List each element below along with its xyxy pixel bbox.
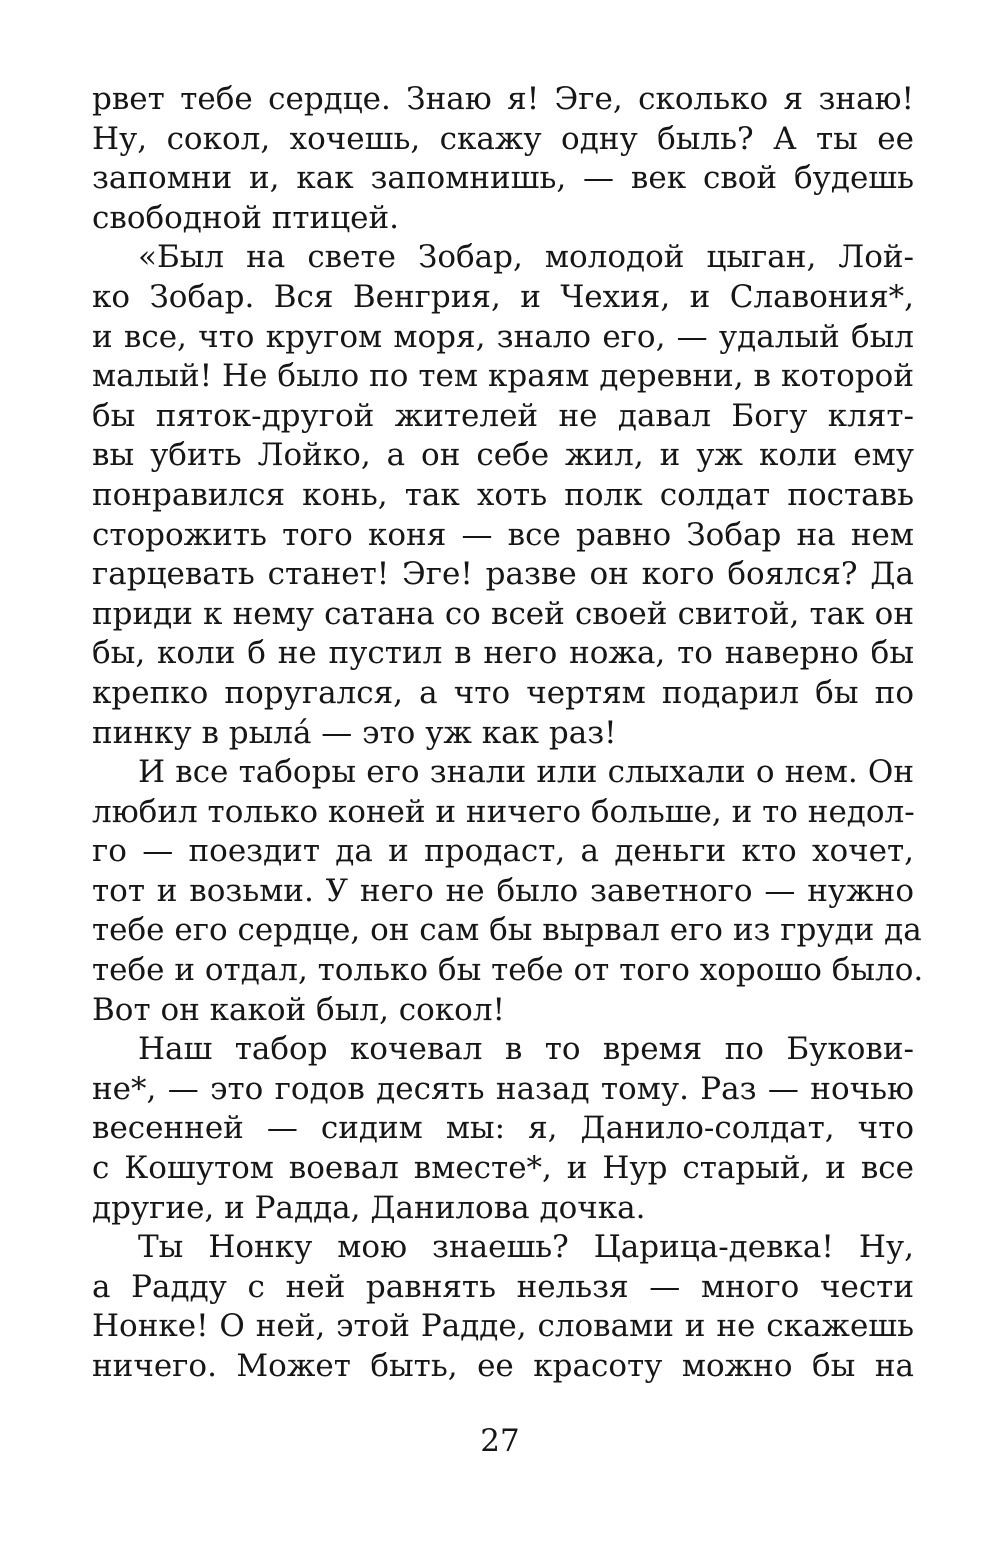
text-line: сторожить того коня — все равно Зобар на нем (92, 516, 914, 553)
text-line: тот и возьми. У него не было заветного — нужно (92, 872, 914, 909)
text-line: тебе и отдал, только бы тебе от того хорошо было. (92, 952, 924, 989)
text-line: Ты Нонку мою знаешь? Царица-девка! Ну, (138, 1229, 914, 1266)
text-line: тебе его сердце, он сам бы вырвал его из груди да (92, 912, 922, 949)
text-line: не*, — это годов десять назад тому. Раз — ночью (92, 1070, 914, 1107)
page-text (92, 80, 924, 1387)
text-line: пинку в рыла́ — это уж как раз! (92, 714, 617, 751)
text-line: а Радду с ней равнять нельзя — много чести (92, 1268, 914, 1305)
text-line: Наш табор кочевал в то время по Букови- (138, 1031, 914, 1068)
text-line: И все таборы его знали или слыхали о нем. Он (138, 754, 914, 791)
text-line: вы убить Лойко, а он себе жил, и уж коли ему (92, 437, 914, 474)
text-line: и все, что кругом моря, знало его, — удалый был (92, 318, 914, 355)
text-line: другие, и Радда, Данилова дочка. (92, 1189, 646, 1226)
text-line: бы, коли б не пустил в него ножа, то наверно бы (92, 635, 914, 672)
text-line: крепко поругался, а что чертям подарил бы по (92, 674, 914, 711)
text-line: малый! Не было по тем краям деревни, в которой (92, 358, 914, 395)
text-line: свободной птицей. (92, 199, 400, 236)
text-line: понравился конь, так хоть полк солдат поставь (92, 476, 914, 513)
text-line: ничего. Может быть, ее красоту можно бы на (92, 1348, 914, 1384)
text-line: Вот он какой был, сокол! (92, 991, 505, 1028)
text-line: «Был на свете Зобар, молодой цыган, Лой- (138, 239, 914, 276)
text-line: Нонке! О ней, этой Радде, словами и не скажешь (92, 1308, 914, 1345)
text-line: бы пяток-другой жителей не давал Богу клят- (92, 397, 914, 434)
text-line: Ну, сокол, хочешь, скажу одну быль? А ты ее (92, 120, 914, 157)
text-line: с Кошутом воевал вместе*, и Нур старый, и все (92, 1150, 914, 1187)
text-line: весенней — сидим мы: я, Данило-солдат, что (92, 1110, 914, 1147)
text-line: рвет тебе сердце. Знаю я! Эге, сколько я знаю! (92, 81, 914, 117)
text-line: запомни и, как запомнишь, — век свой будешь (92, 160, 914, 197)
text-line: гарцевать станет! Эге! разве он кого боялся? Да (92, 556, 914, 593)
text-line: любил только коней и ничего больше, и то недол- (92, 793, 915, 830)
page-number: 27 (480, 1423, 520, 1459)
text-line: го — поездит да и продаст, а деньги кто хочет, (92, 833, 914, 870)
text-line: приди к нему сатана со всей своей свитой, так он (92, 595, 914, 632)
text-line: ко Зобар. Вся Венгрия, и Чехия, и Славония*, (92, 278, 914, 315)
